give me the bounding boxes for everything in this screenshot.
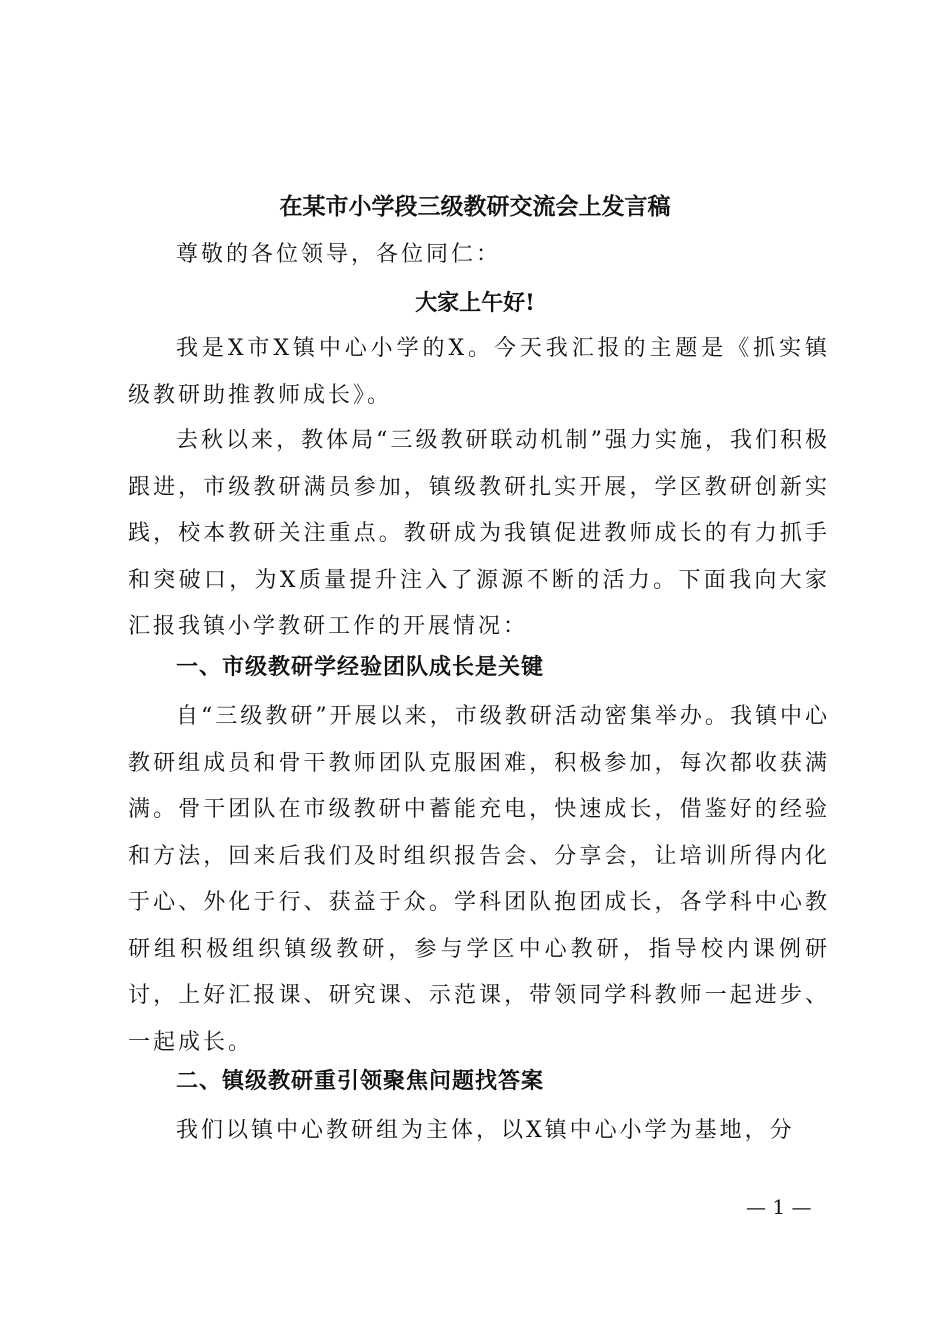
greeting: 大家上午好!: [415, 290, 535, 316]
document-title: 在某市小学段三级教研交流会上发言稿: [279, 193, 671, 220]
paragraph-section-2: 我们以镇中心教研组为主体，以X镇中心小学为基地，分: [176, 1118, 795, 1143]
paragraph-section-1: 自“三级教研”开展以来，市级教研活动密集举办。我镇中心教研组成员和骨干教师团队克服困难，积极参加，每次都收获满满。骨干团队在市级教研中蓄能充电，快速成长，借鉴好的经验和方法，回来后我们及时组织报告会、分享会，让培训所得内化于心、外化于行、获益于众。学科团队抱团成长，各学科中心教研组积极组织镇级教研，参与学区中心教研，指导校内课例研讨，上好汇报课、研究课、示范课，带领同学科教师一起进步、一起成长。: [128, 704, 830, 1055]
salutation: 尊敬的各位领导，各位同仁：: [176, 242, 502, 267]
section-heading-2: 二、镇级教研重引领聚焦问题找答案: [176, 1069, 545, 1094]
paragraph-intro: 我是X市X镇中心小学的X。今天我汇报的主题是《抓实镇级教研助推教师成长》。: [128, 336, 830, 408]
page-number: — 1 —: [746, 1195, 812, 1219]
section-heading-1: 一、市级教研学经验团队成长是关键: [176, 655, 545, 680]
paragraph-background: 去秋以来，教体局“三级教研联动机制”强力实施，我们积极跟进，市级教研满员参加，镇级教研扎实开展，学区教研创新实践，校本教研关注重点。教研成为我镇促进教师成长的有力抓手和突破口，为X质量提升注入了源源不断的活力。下面我向大家汇报我镇小学教研工作的开展情况：: [128, 428, 830, 639]
